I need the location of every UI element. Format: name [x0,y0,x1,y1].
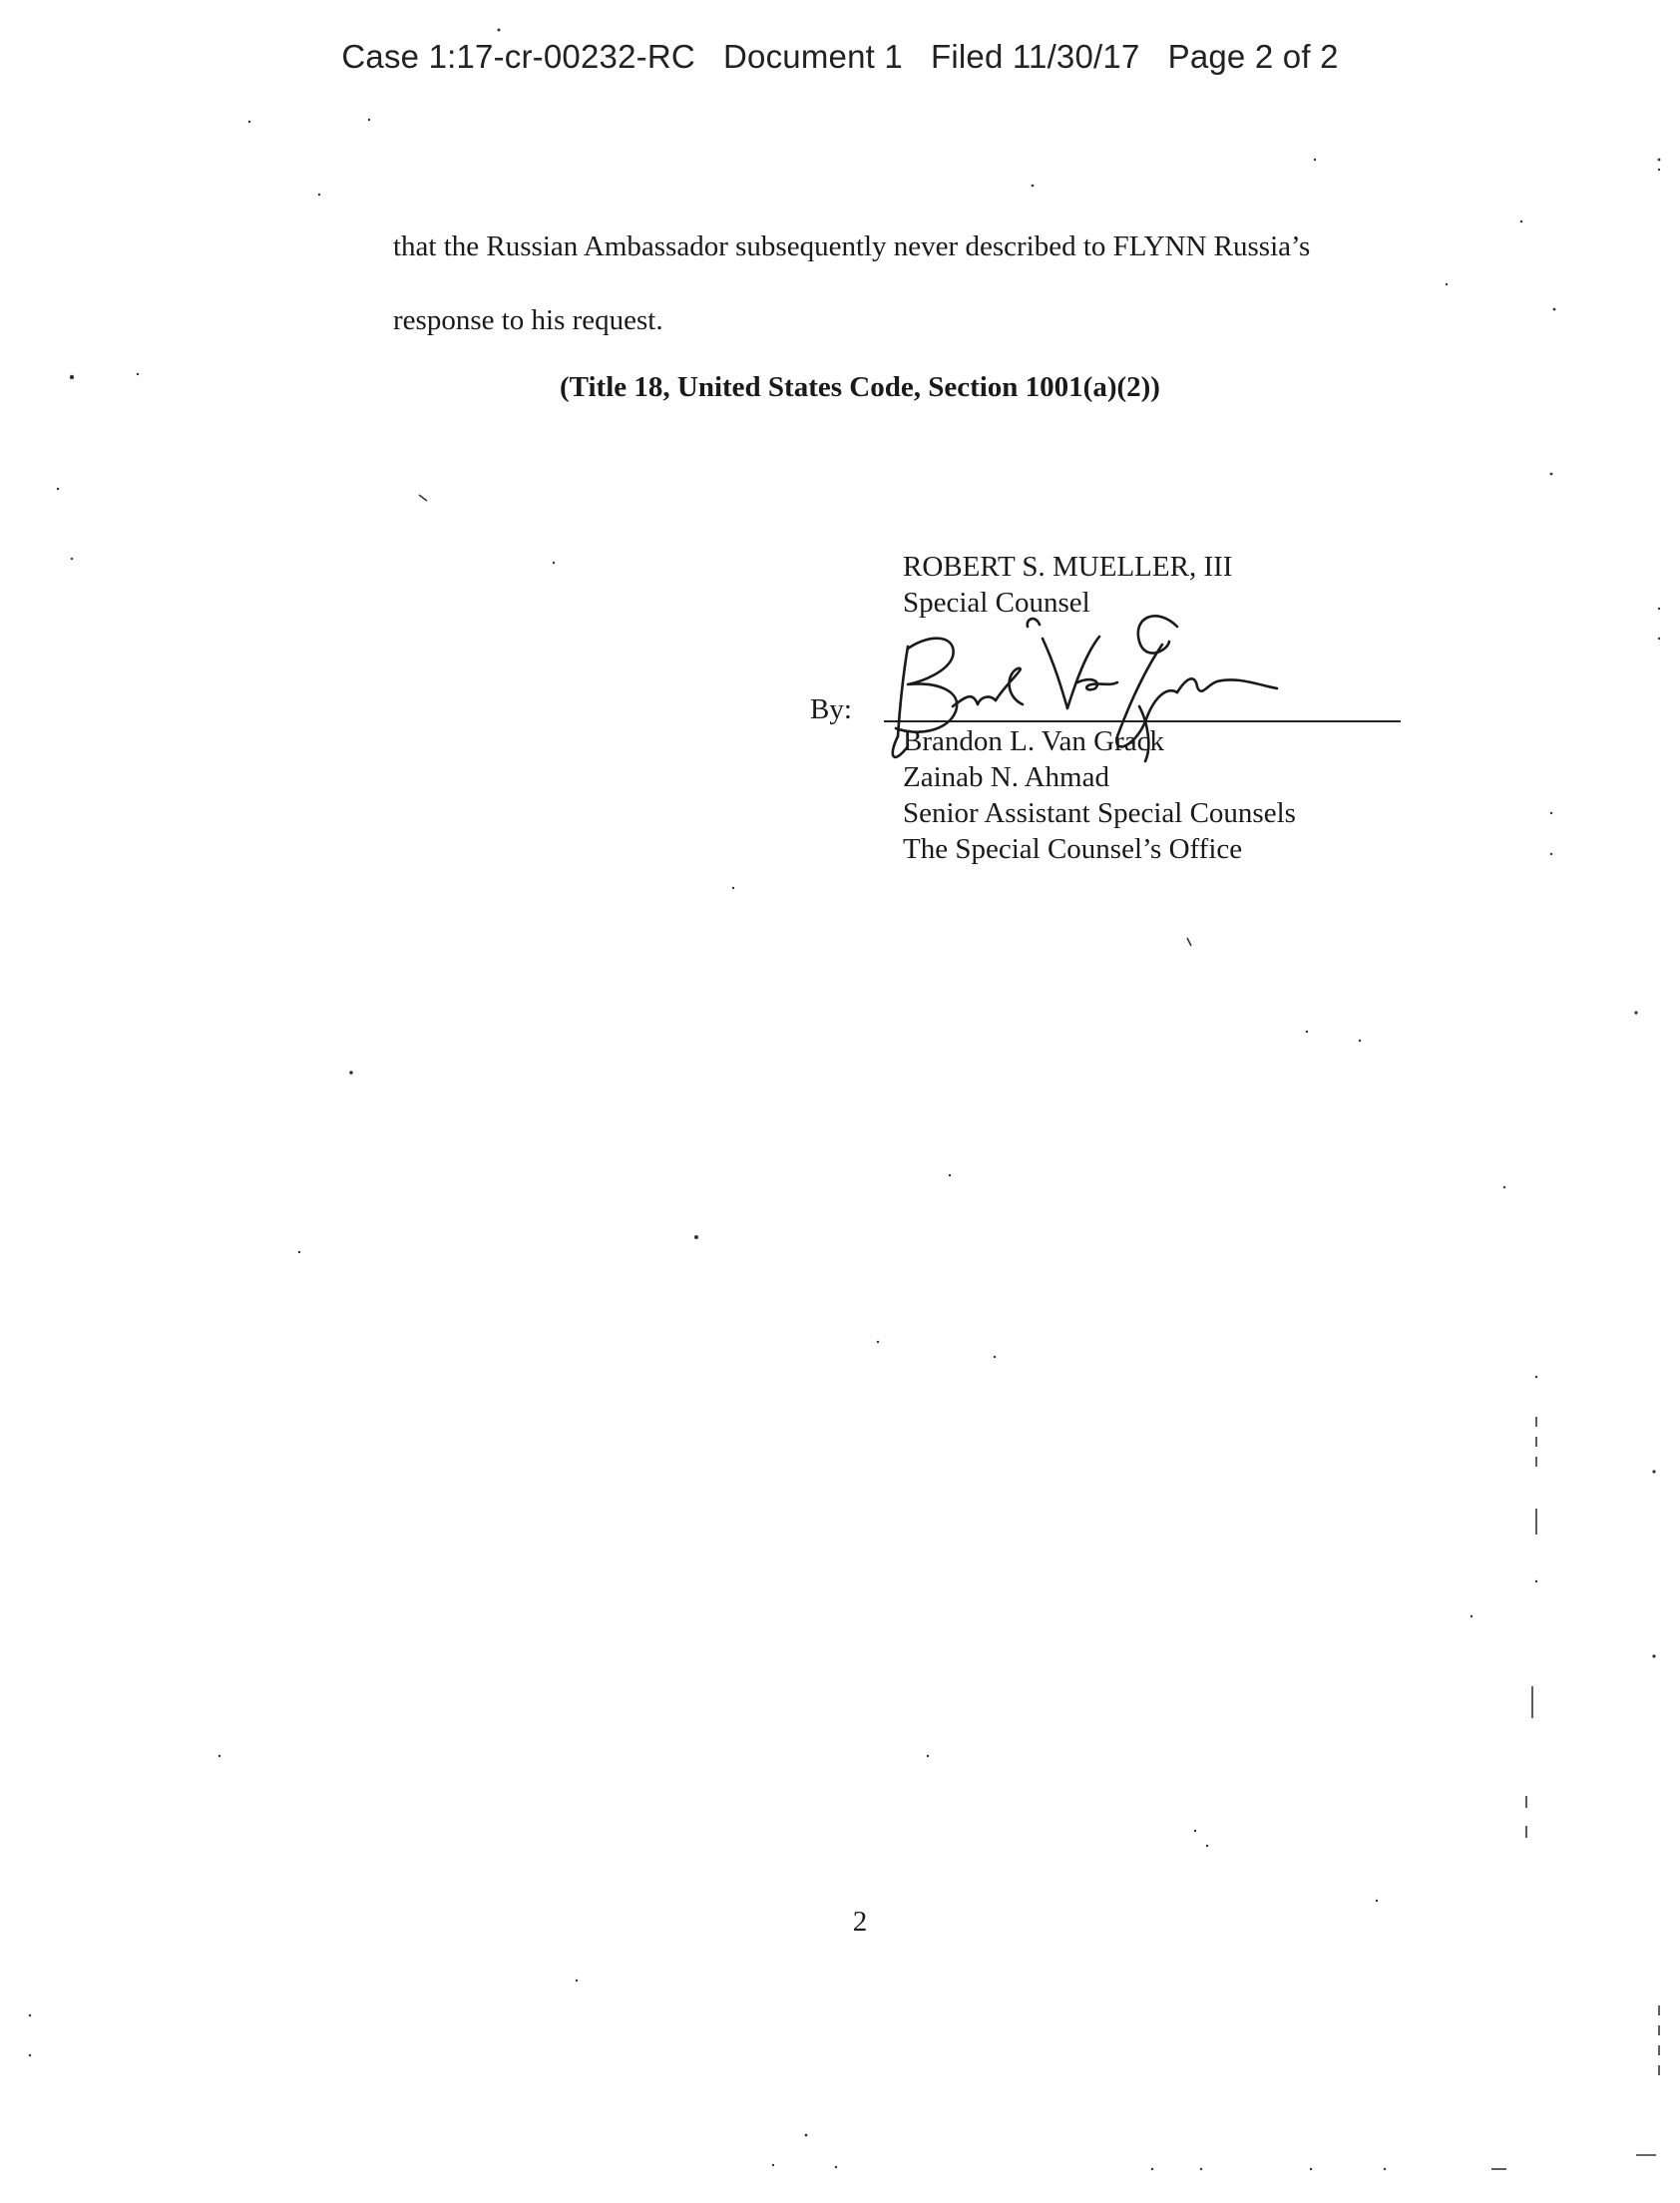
signers-title: Senior Assistant Special Counsels [903,797,1296,829]
by-label: By: [810,693,852,725]
body-text-line-2: response to his request. [393,304,663,336]
body-text-line-1: that the Russian Ambassador subsequently never described to FLYNN Russia’s [393,230,1311,262]
office-name: The Special Counsel’s Office [903,833,1243,865]
page-number: 2 [852,1906,868,1938]
case-header: Case 1:17-cr-00232-RC Document 1 Filed 11/30/17 Page 2 of 2 [341,38,1339,75]
statute-citation: (Title 18, United States Code, Section 1001(a)(2)) [560,371,1160,403]
signer-name-1: Brandon L. Van Grack [903,725,1165,757]
signer-name-2: Zainab N. Ahmad [903,761,1109,793]
counsel-title: Special Counsel [903,587,1090,619]
counsel-name: ROBERT S. MUELLER, III [903,551,1233,583]
